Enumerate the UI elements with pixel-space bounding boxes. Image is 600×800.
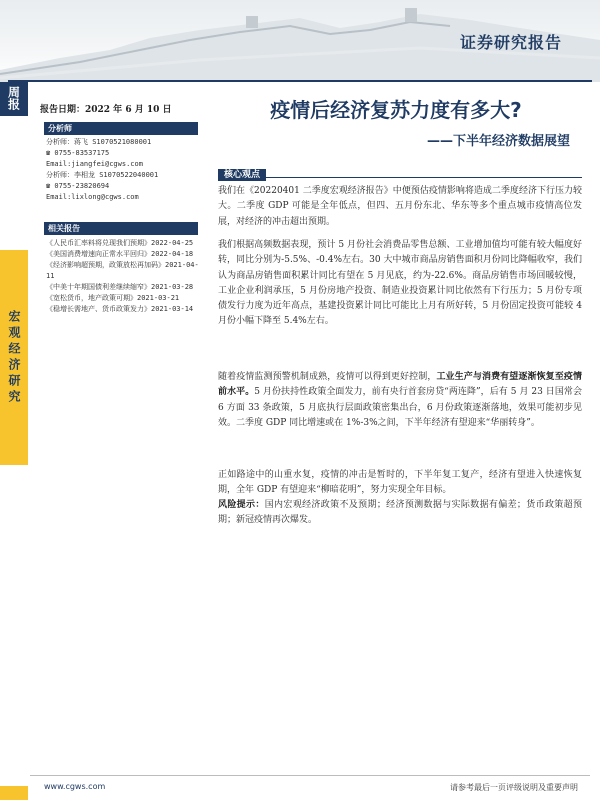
footer-disclaimer: 请参考最后一页评级说明及重要声明 <box>450 783 578 792</box>
risk-content: 国内宏观经济政策不及预期；经济预测数据与实际数据有偏差；货币政策超预期；新冠疫情再次爆发。 <box>218 500 582 526</box>
related-report-item[interactable]: 《美国消费增速向正常水平回归》2022-04-18 <box>46 250 194 258</box>
analyst-email[interactable]: Email:lixlong@cgws.com <box>46 193 139 201</box>
footer-accent <box>0 786 28 800</box>
analyst-line: 分析师：李相龙 S1070522040001 <box>46 171 159 179</box>
analyst-email[interactable]: Email:jiangfei@cgws.com <box>46 160 143 168</box>
paragraph-text: 我们根据高频数据表现，预计 5 月份社会消费品零售总额、工业增加值均可能有较大幅度好转，同比分别为-5.5%、-0.4%左右。30 大中城市商品房销售面积月份同比降幅收窄，我们认为商品房销售面积累计同比有望在 5 月见底，约为-22.6%。商品房销售市场回暖较慢，工业企业利润承压，5 月份房地产投资、制造业投资累计同比依然有下行压力；5 月份专项债发行力度为近年高点，基建投资累计同比可能比上月有所好转，5 月份固定投资可能较 4 月份小幅下降至 5.4%左右。 <box>218 240 582 327</box>
paragraph-4 <box>218 468 582 499</box>
weekly-tab <box>0 82 28 116</box>
paragraph-1 <box>218 184 582 230</box>
related-report-item[interactable]: 《经济影响超预期，政策放松再加码》2021-04-11 <box>46 261 199 280</box>
paragraph-text-post: 5 月份扶持性政策全面发力，前有央行首套房贷“两连降”，后有 5 月 23 日国常会 6 方面 33 条政策，5 月底执行层面政策密集出台，6 月份政策逐渐落地，效果可能初步见效。二季度 GDP 同比增速或在 1%-3%之间，下半年经济有望迎来“华丽转身”。 <box>218 387 582 428</box>
report-subtitle: ——下半年经济数据展望 <box>426 134 570 149</box>
analyst-info <box>46 137 206 203</box>
header-banner <box>0 0 600 82</box>
related-report-item[interactable]: 《人民币汇率料将兑现我们预期》2022-04-25 <box>46 239 194 247</box>
category-tab <box>0 250 28 465</box>
paragraph-text-pre: 随着疫情监测预警机制成熟，疫情可以得到更好控制， <box>218 372 437 382</box>
risk-warning <box>218 498 582 529</box>
report-date: 报告日期：2022 年 6 月 10 日 <box>40 105 172 115</box>
paragraph-text: 正如路途中的山重水复，疫情的冲击是暂时的，下半年复工复产，经济有望进入快速恢复期，全年 GDP 有望迎来“柳暗花明”，努力实现全年目标。 <box>218 470 582 496</box>
paragraph-2 <box>218 238 582 330</box>
report-title: 疫情后经济复苏力度有多大? <box>270 98 522 122</box>
related-report-item[interactable]: 《中美十年期国债利差继续缩窄》2021-03-28 <box>46 283 194 291</box>
analyst-phone: ☎ 0755-23820694 <box>46 182 110 190</box>
paragraph-text: 我们在《20220401 二季度宏观经济报告》中便预估疫情影响将造成二季度经济下行压力较大。二季度 GDP 可能是全年低点，但四、五月份东北、华东等多个重点城市疫情高位发展，对经济的冲击超出预期。 <box>218 186 582 227</box>
analysts-heading: 分析师 <box>44 122 198 135</box>
footer-website-link[interactable]: www.cgws.com <box>44 782 106 791</box>
paragraph-highlight: 工业生产与消费有望逐渐恢复至疫情前水平。 <box>218 372 582 398</box>
analyst-line: 分析师：蒋飞 S1070521080001 <box>46 138 152 146</box>
footer-rule <box>30 775 590 776</box>
document-type-title: 证券研究报告 <box>459 33 562 52</box>
paragraph-text <box>218 370 582 431</box>
related-report-item[interactable]: 《稳增长需地产、货币政策发力》2021-03-14 <box>46 305 194 313</box>
core-views-heading <box>218 162 582 178</box>
category-tab-label: 宏观经济研究 <box>7 309 21 406</box>
weekly-tab-label: 周报 <box>6 86 21 110</box>
analyst-phone: ☎ 0755-83537175 <box>46 149 110 157</box>
related-reports-heading: 相关报告 <box>44 222 198 235</box>
related-report-item[interactable]: 《宽松货币，地产政策可期》2021-03-21 <box>46 294 180 302</box>
header-rule <box>8 80 592 82</box>
risk-text <box>218 498 582 529</box>
related-reports-list <box>46 238 206 315</box>
core-views-label: 核心观点 <box>218 169 266 181</box>
paragraph-3 <box>218 370 582 431</box>
risk-label: 风险提示： <box>218 500 265 510</box>
